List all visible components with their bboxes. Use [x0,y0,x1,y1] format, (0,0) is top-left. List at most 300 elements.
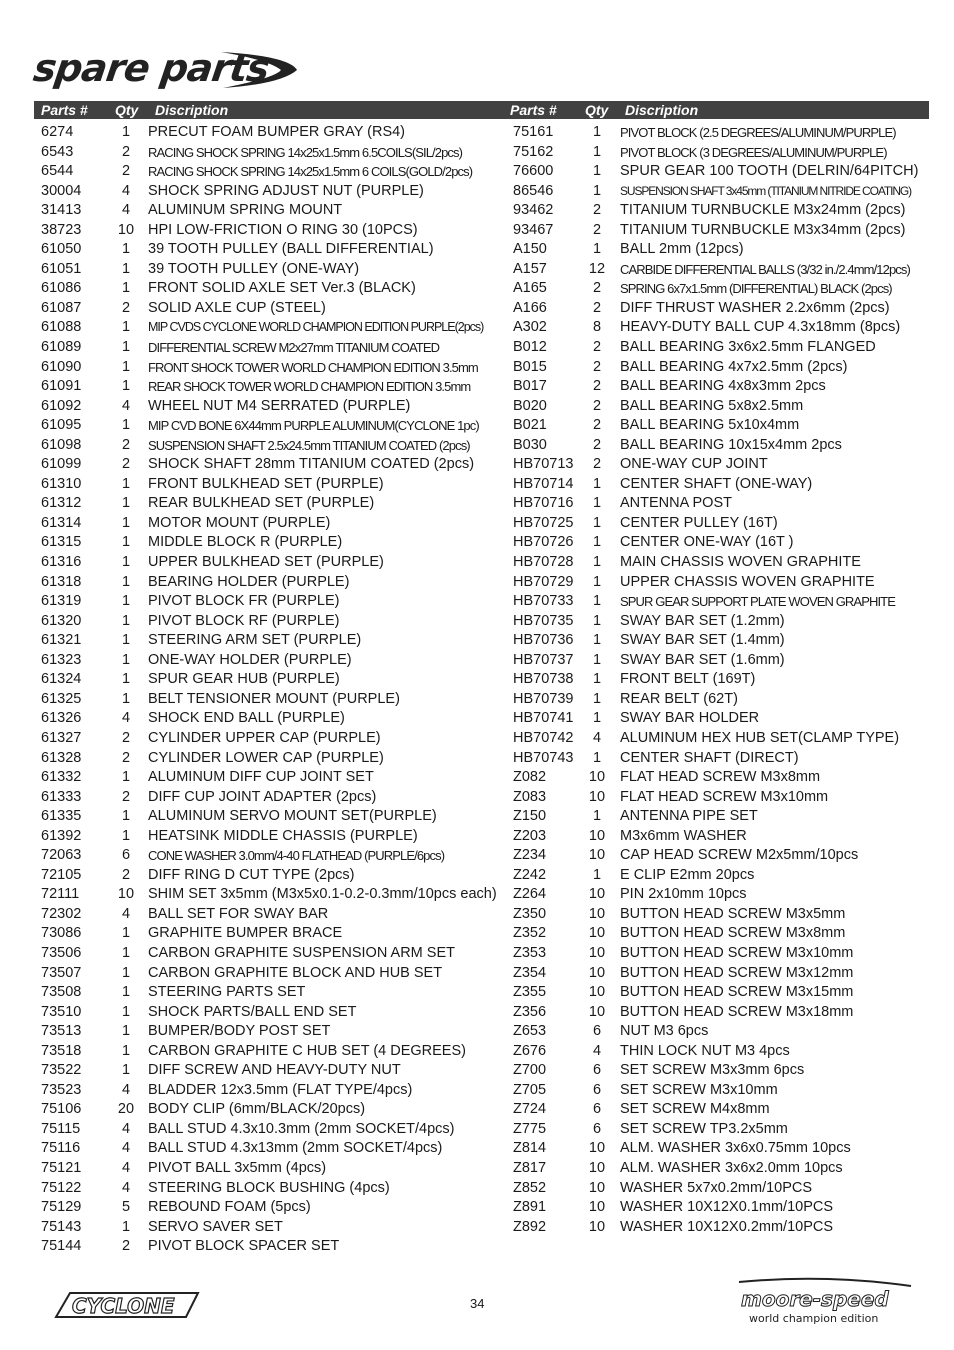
description: BALL BEARING 5x8x2.5mm [620,397,804,414]
part-number: 61318 [41,573,82,590]
description: FRONT BELT (169T) [620,671,756,688]
part-number: Z891 [513,1199,547,1216]
part-number: 61392 [41,827,82,844]
description: HPI LOW-FRICTION O RING 30 (10PCS) [148,221,418,238]
description: SOLID AXLE CUP (STEEL) [148,299,326,316]
quantity: 1 [121,417,131,434]
quantity: 1 [592,554,602,571]
table-row [513,143,933,163]
description: FRONT BULKHEAD SET (PURPLE) [148,475,384,492]
part-number: HB70735 [513,612,574,629]
description: ALUMINUM SERVO MOUNT SET(PURPLE) [148,808,437,825]
part-number: HB70726 [513,534,574,551]
table-row [41,533,501,553]
part-number: 61086 [41,280,82,297]
quantity: 2 [592,358,602,375]
quantity: 10 [588,925,606,942]
part-number: 61050 [41,241,82,258]
description: CARBON GRAPHITE SUSPENSION ARM SET [148,944,455,961]
part-number: 61321 [41,632,82,649]
table-row [41,709,501,729]
table-row [513,318,933,338]
part-number: Z352 [513,925,547,942]
description: WASHER 10X12X0.2mm/10PCS [620,1218,834,1235]
quantity: 1 [121,554,131,571]
part-number: A157 [513,260,547,277]
table-row [513,768,933,788]
description: SHIM SET 3x5mm (M3x5x0.1-0.2-0.3mm/10pcs each) [148,886,497,903]
quantity: 1 [592,710,602,727]
description: ANTENNA PIPE SET [620,808,758,825]
description: SET SCREW M3x3mm 6pcs [620,1062,805,1079]
table-row [513,494,933,514]
part-number: HB70716 [513,495,574,512]
table-row [513,338,933,358]
table-row [41,397,501,417]
part-number: 72111 [41,886,80,903]
part-number: 61098 [41,436,82,453]
description: 39 TOOTH PULLEY (BALL DIFFERENTIAL) [148,241,434,258]
table-row [513,827,933,847]
quantity: 6 [121,847,131,864]
part-number: Z852 [513,1179,547,1196]
table-row [41,1237,501,1257]
quantity: 10 [588,1159,606,1176]
quantity: 1 [121,241,131,258]
table-row [41,299,501,319]
description: BUTTON HEAD SCREW M3x5mm [620,905,846,922]
part-number: 61089 [41,339,82,356]
quantity: 20 [117,1101,135,1118]
description: SET SCREW M3x10mm [620,1081,778,1098]
spare-parts-logo [30,44,274,92]
description: WASHER 5x7x0.2mm/10PCS [620,1179,813,1196]
quantity: 1 [121,593,131,610]
table-row [41,866,501,886]
table-row [41,221,501,241]
description: SPUR GEAR 100 TOOTH (DELRIN/64PITCH) [620,163,919,180]
table-row [41,1159,501,1179]
table-row [41,1218,501,1238]
part-number: HB70714 [513,475,574,492]
table-row [513,436,933,456]
table-row [513,1218,933,1238]
description: FRONT SOLID AXLE SET Ver.3 (BLACK) [148,280,416,297]
table-row [41,631,501,651]
table-header [34,101,929,119]
table-row [41,182,501,202]
quantity: 10 [588,984,606,1001]
table-row [41,162,501,182]
quantity: 10 [588,827,606,844]
part-number: 86546 [513,182,554,199]
table-row [513,1022,933,1042]
table-row [513,533,933,553]
table-row [513,1139,933,1159]
table-row [41,358,501,378]
description: HEAVY-DUTY BALL CUP 4.3x18mm (8pcs) [620,319,901,336]
table-row [41,338,501,358]
quantity: 1 [121,690,131,707]
table-row [41,1042,501,1062]
table-row [513,201,933,221]
description: BUTTON HEAD SCREW M3x15mm [620,984,854,1001]
part-number: 6544 [41,163,74,180]
quantity: 4 [121,1179,131,1196]
quantity: 10 [588,1179,606,1196]
part-number: 61320 [41,612,82,629]
quantity: 1 [592,632,602,649]
description: SHOCK SPRING ADJUST NUT (PURPLE) [148,182,424,199]
part-number: 73506 [41,944,82,961]
part-number: Z353 [513,944,547,961]
quantity: 1 [592,475,602,492]
description: BEARING HOLDER (PURPLE) [148,573,350,590]
part-number: Z203 [513,827,547,844]
table-row [513,1179,933,1199]
description: NUT M3 6pcs [620,1023,709,1040]
part-number: HB70738 [513,671,574,688]
part-number: Z356 [513,1003,547,1020]
table-row [41,455,501,475]
description: BODY CLIP (6mm/BLACK/20pcs) [148,1101,366,1118]
quantity: 1 [592,651,602,668]
quantity: 2 [592,280,602,297]
description: SPUR GEAR SUPPORT PLATE WOVEN GRAPHITE [620,594,895,610]
description: MIP CVD BONE 6X44mm PURPLE ALUMINUM(CYCLONE 1pc) [148,418,479,434]
quantity: 10 [588,1199,606,1216]
quantity: 4 [121,905,131,922]
part-number: 75115 [41,1120,81,1137]
part-number: 61316 [41,554,82,571]
table-row [513,592,933,612]
table-row [41,651,501,671]
part-number: HB70741 [513,710,574,727]
quantity: 10 [588,886,606,903]
description: STEERING BLOCK BUSHING (4pcs) [148,1179,390,1196]
description: RACING SHOCK SPRING 14x25x1.5mm 6.5COILS(SIL/2pcs) [148,144,463,160]
part-number: B015 [513,358,547,375]
table-row [513,1198,933,1218]
part-number: HB70733 [513,593,574,610]
quantity: 10 [588,905,606,922]
quantity: 2 [592,202,602,219]
quantity: 1 [592,495,602,512]
arrow-swoosh-icon [219,48,299,90]
table-row [513,455,933,475]
page-title: spare parts [30,46,272,90]
part-number: 61087 [41,299,82,316]
quantity: 1 [121,984,131,1001]
description: STEERING ARM SET (PURPLE) [148,632,362,649]
part-number: HB70742 [513,729,574,746]
quantity: 6 [592,1081,602,1098]
quantity: 10 [588,788,606,805]
description: ALM. WASHER 3x6x2.0mm 10pcs [620,1159,843,1176]
quantity: 1 [592,163,602,180]
description: CYLINDER LOWER CAP (PURPLE) [148,749,384,766]
quantity: 1 [121,1042,131,1059]
description: SET SCREW TP3.2x5mm [620,1120,788,1137]
table-row [41,905,501,925]
description: DIFF CUP JOINT ADAPTER (2pcs) [148,788,377,805]
quantity: 1 [121,671,131,688]
table-row [41,1179,501,1199]
table-row [513,729,933,749]
part-number: Z814 [513,1140,547,1157]
quantity: 4 [121,1120,131,1137]
quantity: 1 [592,593,602,610]
part-number: A165 [513,280,547,297]
part-number: B021 [513,417,547,434]
quantity: 4 [121,1159,131,1176]
quantity: 10 [117,886,135,903]
part-number: 6274 [41,124,74,140]
part-number: 75143 [41,1218,82,1235]
quantity: 10 [588,1140,606,1157]
table-row [513,221,933,241]
description: BALL BEARING 3x6x2.5mm FLANGED [620,339,876,356]
description: REAR SHOCK TOWER WORLD CHAMPION EDITION 3.5mm [148,379,471,395]
table-row [513,690,933,710]
quantity: 1 [592,241,602,258]
table-row [513,260,933,280]
quantity: 2 [592,339,602,356]
part-number: 61319 [41,593,82,610]
part-number: Z242 [513,866,547,883]
description: DIFF SCREW AND HEAVY-DUTY NUT [148,1062,401,1079]
description: 39 TOOTH PULLEY (ONE-WAY) [148,260,360,277]
description: BUTTON HEAD SCREW M3x12mm [620,964,854,981]
part-number: 61090 [41,358,82,375]
description: SUSPENSION SHAFT 3x45mm (TITANIUM NITRIDE COATING) [620,183,912,198]
description: FRONT SHOCK TOWER WORLD CHAMPION EDITION 3.5mm [148,359,478,375]
table-row [41,729,501,749]
description: CARBON GRAPHITE C HUB SET (4 DEGREES) [148,1042,466,1059]
part-number: Z676 [513,1042,547,1059]
table-row [513,1061,933,1081]
quantity: 2 [592,299,602,316]
description: ALUMINUM HEX HUB SET(CLAMP TYPE) [620,729,900,746]
quantity: 4 [121,710,131,727]
quantity: 1 [121,280,131,297]
table-row [41,1198,501,1218]
description: RACING SHOCK SPRING 14x25x1.5mm 6 COILS(GOLD/2pcs) [148,164,473,180]
table-row [513,866,933,886]
part-number: A302 [513,319,547,336]
description: BUTTON HEAD SCREW M3x8mm [620,925,846,942]
description: DIFF RING D CUT TYPE (2pcs) [148,866,355,883]
table-row [41,377,501,397]
table-row [41,201,501,221]
quantity: 2 [592,417,602,434]
part-number: Z150 [513,808,547,825]
table-row [41,1081,501,1101]
quantity: 2 [592,436,602,453]
part-number: 61325 [41,690,82,707]
table-row [41,670,501,690]
part-number: 76600 [513,163,554,180]
table-row [513,299,933,319]
part-number: HB70729 [513,573,574,590]
part-number: 61335 [41,808,82,825]
quantity: 1 [121,632,131,649]
quantity: 1 [121,339,131,356]
quantity: 4 [121,1081,131,1098]
table-row [513,651,933,671]
table-row [513,1159,933,1179]
table-row [513,514,933,534]
part-number: 61333 [41,788,82,805]
quantity: 10 [588,769,606,786]
part-number: B030 [513,436,547,453]
quantity: 1 [592,671,602,688]
quantity: 1 [121,925,131,942]
moore-speed-brand: moore-speed [741,1287,889,1311]
table-row [41,944,501,964]
part-number: Z264 [513,886,547,903]
quantity: 4 [121,397,131,414]
description: TITANIUM TURNBUCKLE M3x34mm (2pcs) [620,221,906,238]
header-desc-right: Discription [625,102,699,118]
table-row [41,807,501,827]
quantity: 4 [592,729,602,746]
description: SWAY BAR HOLDER [620,710,760,727]
quantity: 2 [121,729,131,746]
description: PRECUT FOAM BUMPER GRAY (RS4) [148,124,406,140]
quantity: 8 [592,319,602,336]
part-number: HB70739 [513,690,574,707]
description: SWAY BAR SET (1.6mm) [620,651,785,668]
description: MIP CVDS CYCLONE WORLD CHAMPION EDITION PURPLE(2pcs) [148,320,484,335]
part-number: Z350 [513,905,547,922]
part-number: A150 [513,241,547,258]
part-number: 61091 [41,378,82,395]
description: SET SCREW M4x8mm [620,1101,770,1118]
part-number: 75162 [513,143,554,160]
table-row [41,612,501,632]
table-row [513,1042,933,1062]
quantity: 12 [588,260,606,277]
description: FLAT HEAD SCREW M3x10mm [620,788,829,805]
quantity: 1 [121,827,131,844]
table-row [513,358,933,378]
description: CARBON GRAPHITE BLOCK AND HUB SET [148,964,443,981]
quantity: 4 [121,1140,131,1157]
description: PIVOT BLOCK (3 DEGREES/ALUMINUM/PURPLE) [620,144,887,160]
description: PIN 2x10mm 10pcs [620,886,747,903]
part-number: 75106 [41,1101,82,1118]
description: CARBIDE DIFFERENTIAL BALLS (3/32 in./2.4mm/12pcs) [620,261,910,277]
part-number: 61326 [41,710,82,727]
quantity: 1 [121,573,131,590]
table-row [41,318,501,338]
table-row [513,573,933,593]
quantity: 1 [121,514,131,531]
table-row [513,1081,933,1101]
description: PIVOT BLOCK SPACER SET [148,1238,340,1255]
quantity: 1 [121,260,131,277]
table-row [41,123,501,143]
part-number: Z354 [513,964,547,981]
description: REAR BELT (62T) [620,690,738,707]
description: ALUMINUM DIFF CUP JOINT SET [148,769,374,786]
quantity: 1 [592,534,602,551]
description: MIDDLE BLOCK R (PURPLE) [148,534,343,551]
part-number: 75116 [41,1140,81,1157]
world-champion-edition: world champion edition [749,1312,879,1325]
quantity: 1 [592,612,602,629]
quantity: 1 [121,651,131,668]
cyclone-logo [50,1287,200,1323]
table-row [41,1120,501,1140]
description: BALL SET FOR SWAY BAR [148,905,329,922]
description: REAR BULKHEAD SET (PURPLE) [148,495,375,512]
table-row [41,514,501,534]
table-row [41,475,501,495]
quantity: 2 [121,866,131,883]
description: E CLIP E2mm 20pcs [620,866,755,883]
part-number: HB70743 [513,749,574,766]
quantity: 1 [121,534,131,551]
part-number: 38723 [41,221,82,238]
description: CONE WASHER 3.0mm/4-40 FLATHEAD (PURPLE/6pcs) [148,848,445,864]
description: SUSPENSION SHAFT 2.5x24.5mm TITANIUM COATED (2pcs) [148,437,470,453]
description: M3x6mm WASHER [620,827,747,844]
part-number: 61088 [41,319,82,336]
table-row [513,964,933,984]
description: SHOCK SHAFT 28mm TITANIUM COATED (2pcs) [148,456,475,473]
quantity: 10 [588,1003,606,1020]
part-number: Z705 [513,1081,547,1098]
part-number: 75121 [41,1159,82,1176]
quantity: 2 [592,221,602,238]
table-row [41,964,501,984]
description: BELT TENSIONER MOUNT (PURPLE) [148,690,400,707]
table-row [513,182,933,202]
description: TITANIUM TURNBUCKLE M3x24mm (2pcs) [620,202,906,219]
part-number: 31413 [41,202,82,219]
part-number: HB70725 [513,514,574,531]
quantity: 1 [121,1023,131,1040]
table-row [513,846,933,866]
table-row [513,416,933,436]
quantity: 1 [121,319,131,336]
part-number: 73086 [41,925,82,942]
table-row [41,592,501,612]
table-row [513,377,933,397]
part-number: 61327 [41,729,82,746]
part-number: 72063 [41,847,82,864]
quantity: 1 [121,964,131,981]
table-row [513,475,933,495]
part-number: 30004 [41,182,82,199]
quantity: 6 [592,1023,602,1040]
description: GRAPHITE BUMPER BRACE [148,925,343,942]
description: DIFF THRUST WASHER 2.2x6mm (2pcs) [620,299,890,316]
table-row [513,123,933,143]
quantity: 1 [592,749,602,766]
description: FLAT HEAD SCREW M3x8mm [620,769,821,786]
quantity: 1 [121,1218,131,1235]
part-number: 61092 [41,397,82,414]
description: WASHER 10X12X0.1mm/10PCS [620,1199,834,1216]
description: BUTTON HEAD SCREW M3x10mm [620,944,854,961]
description: WHEEL NUT M4 SERRATED (PURPLE) [148,397,411,414]
part-number: Z817 [513,1159,547,1176]
table-row [513,807,933,827]
table-row [513,924,933,944]
